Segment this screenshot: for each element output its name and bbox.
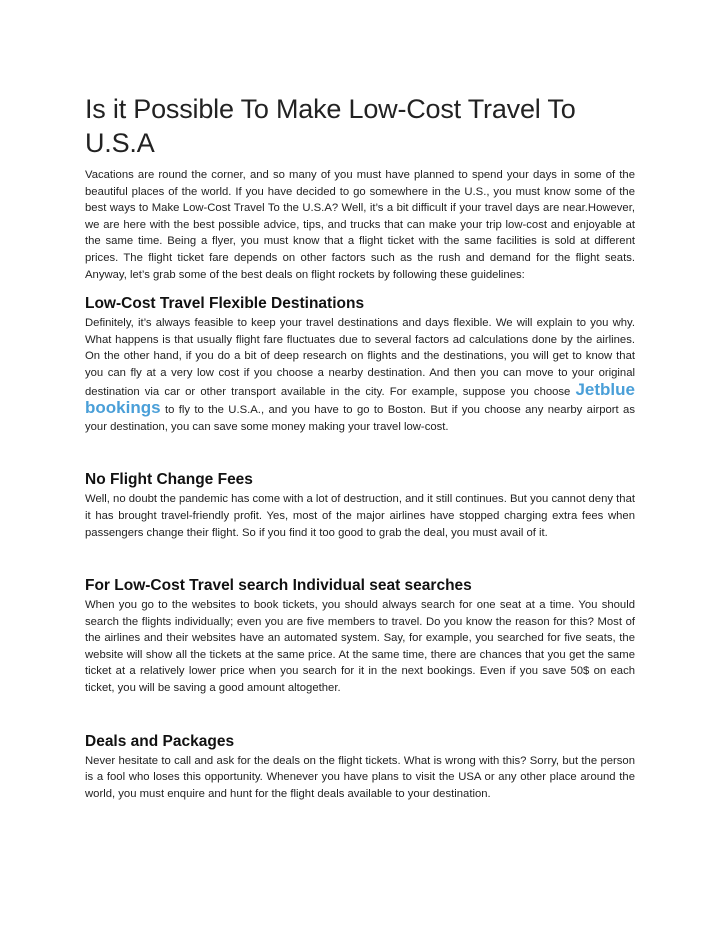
section-paragraph-flexible-destinations bbox=[85, 315, 635, 435]
jetblue-bookings-link[interactable]: Jetblue bookings bbox=[85, 379, 635, 418]
section-heading-individual-seat-searches: For Low-Cost Travel search Individual seat searches bbox=[85, 577, 472, 595]
section-paragraph-individual-seat-searches: When you go to the websites to book tickets, you should always search for one seat at a time. You should search the flights individually; even you are five members to travel. Do you know the reason for this? Most of the airlines and their websites have an automated system. Say, for example, you searched for five seats, the website will show all the tickets at the same price. At the same time, there are chances that you get the same ticket at a relatively lower price when you search for it in the next bookings. Even if you save 50$ on each ticket, you will be saving a good amount altogether. bbox=[85, 599, 635, 695]
section-paragraph-no-change-fees: Well, no doubt the pandemic has come with a lot of destruction, and it still continues. But you cannot deny that it has brought travel-friendly profit. Yes, most of the major airlines have stopped charging extra fees when passengers change their flight. So if you find it too good to grab the deal, you must avail of it. bbox=[85, 493, 635, 539]
section-heading-deals-packages: Deals and Packages bbox=[85, 732, 235, 750]
document-page bbox=[85, 92, 635, 802]
intro-paragraph: Vacations are round the corner, and so many of you must have planned to spend your days in some of the beautiful places of the world. If you have decided to go somewhere in the U.S., you must know some of the best ways to Make Low-Cost Travel To the U.S.A? Well, it’s a bit difficult if your travel days are near.However, we are here with the best possible advice, tips, and trucks that can make your trip low-cost and enjoyable at the same time. Being a flyer, you must know that a flight ticket with the same facilities is sold at different prices. The flight ticket fare depends on other factors such as the rush and demand for the flight seats. Anyway, let’s grab some of the best deals on flight rockets by following these guidelines: bbox=[85, 169, 635, 281]
section-heading-no-change-fees: No Flight Change Fees bbox=[85, 471, 253, 489]
section-heading-flexible-destinations: Low-Cost Travel Flexible Destinations bbox=[85, 295, 365, 313]
section-paragraph-deals-packages: Never hesitate to call and ask for the deals on the flight tickets. What is wrong with this? Sorry, but the person is a fool who loses this opportunity. Whenever you have plans to visit the USA or any other place around the world, you must enquire and hunt for the flight deals available to your destination. bbox=[85, 754, 635, 800]
page-title: Is it Possible To Make Low-Cost Travel To U.S.A bbox=[85, 94, 576, 158]
paragraph-text-after-link: to fly to the U.S.A., and you have to go to Boston. But if you choose any nearby airport as your destination, you can save some money making your travel low-cost. bbox=[85, 404, 635, 433]
paragraph-text-before-link: Definitely, it’s always feasible to keep your travel destinations and days flexible. We will explain to you why. What happens is that usually flight fare fluctuates due to several factors ad calculations done by the airlines. On the other hand, if you do a bit of deep research on flights and the destinations, you will get to know that you can fly at a very low cost if you choose a nearby destination. And then you can move to your original destination via car or other transport available in the city. For example, suppose you choose bbox=[85, 317, 635, 398]
